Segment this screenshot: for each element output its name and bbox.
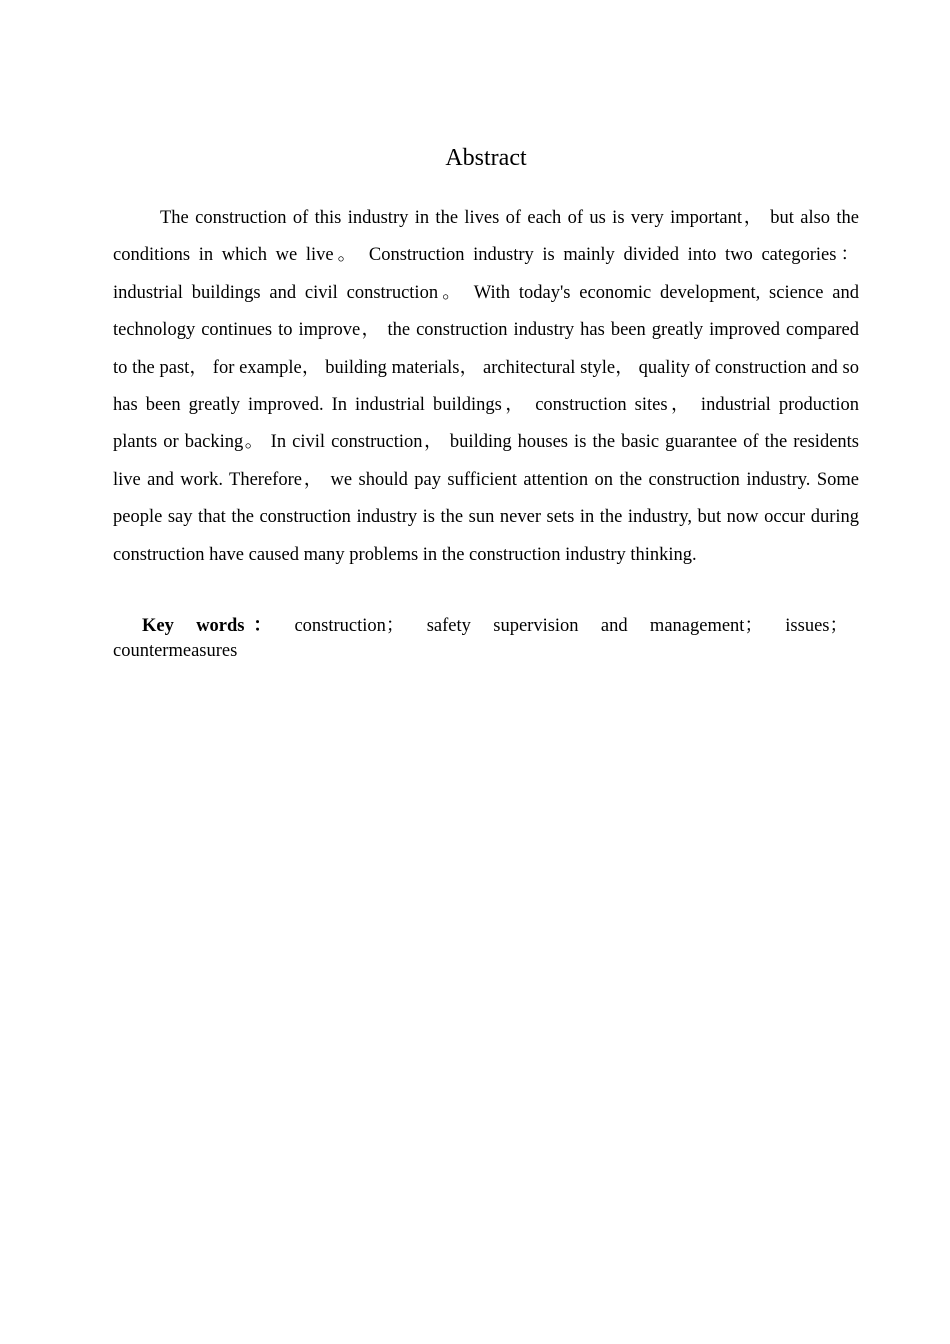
keywords-label: Key words： [142, 616, 281, 636]
abstract-body: The construction of this industry in the lives of each of us is very important， but also the conditions in which we live。 Construction industry is mainly divided into two categories： industrial buildings and civil construction。 With today's economic development, science and technology continues to improve， the construction industry has been greatly improved compared to the past， for example， building materials， architectural style， quality of construction and so has been greatly improved. In industrial buildings， construction sites， industrial production plants or backing。 In civil construction， building houses is the basic guarantee of the residents live and work. Therefore， we should pay sufficient attention on the construction industry. Some people say that the construction industry is the sun never sets in the industry, but now occur during construction have caused many problems in the construction industry thinking. [113, 208, 859, 565]
keywords-list: construction； safety supervision and management； issues； countermeasures [113, 616, 848, 661]
abstract-title: Abstract [445, 145, 527, 171]
keywords-paragraph [113, 614, 848, 664]
